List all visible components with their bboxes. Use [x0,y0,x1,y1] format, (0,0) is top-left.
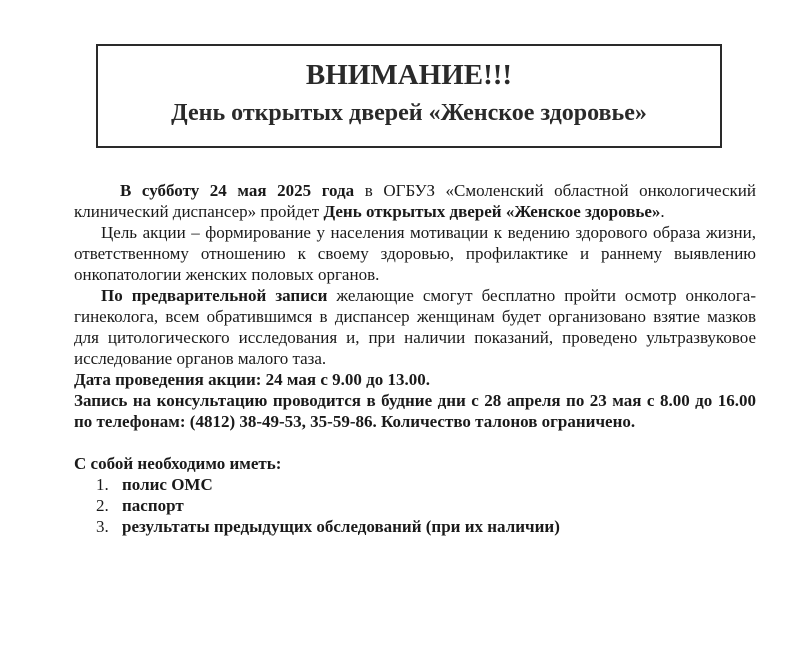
intro-text: в ОГБУЗ «Смоленский областной онкологический клинический диспансер» пройдет [74,181,757,221]
services-paragraph [74,285,756,369]
list-item [74,495,756,516]
page-subtitle: День открытых дверей «Женское здоровье» [171,100,647,126]
bring-heading: С собой необходимо иметь: [74,454,282,473]
event-name-bold: День открытых дверей «Женское здоровье» [323,202,661,221]
registration-paragraph: Запись на консультацию проводится в будние дни с 28 апреля по 23 мая с 8.00 до 16.00 по телефонам: (4812) 38-49-53, 35-59-86. Количество талонов ограничено. [74,391,756,431]
intro-end: . [660,202,665,221]
intro-paragraph [74,180,756,222]
list-label: результаты предыдущих обследований (при их наличии) [122,517,560,536]
list-number: 3. [96,517,109,536]
services-text: желающие смогут бесплатно пройти осмотр онколога-гинеколога, всем обратившимся в диспансер женщинам будет организовано взятие мазков для цитологического исследования и, при наличии показаний, проведено ультразвуковое исследование органов малого таза. [74,286,756,368]
page-title: ВНИМАНИЕ!!! [305,59,513,91]
event-date-bold: В субботу 24 мая 2025 года [120,181,355,200]
list-label: полис ОМС [122,475,213,494]
bring-list [74,474,756,537]
list-number: 1. [96,475,109,494]
list-label: паспорт [122,496,184,515]
goal-paragraph: Цель акции – формирование у населения мотивации к ведению здорового образа жизни, ответственному отношению к своему здоровью, профилактике и раннему выявлению онкопатологии женских половых органов. [74,223,756,284]
list-number: 2. [96,496,109,515]
pre-registration-bold: По предварительной записи [101,286,328,305]
list-item [74,474,756,495]
event-date-line: Дата проведения акции: 24 мая с 9.00 до 13.00. [74,370,430,389]
spacer [74,432,756,453]
header-box [96,44,722,148]
list-item [74,516,756,537]
document-body [74,180,756,537]
